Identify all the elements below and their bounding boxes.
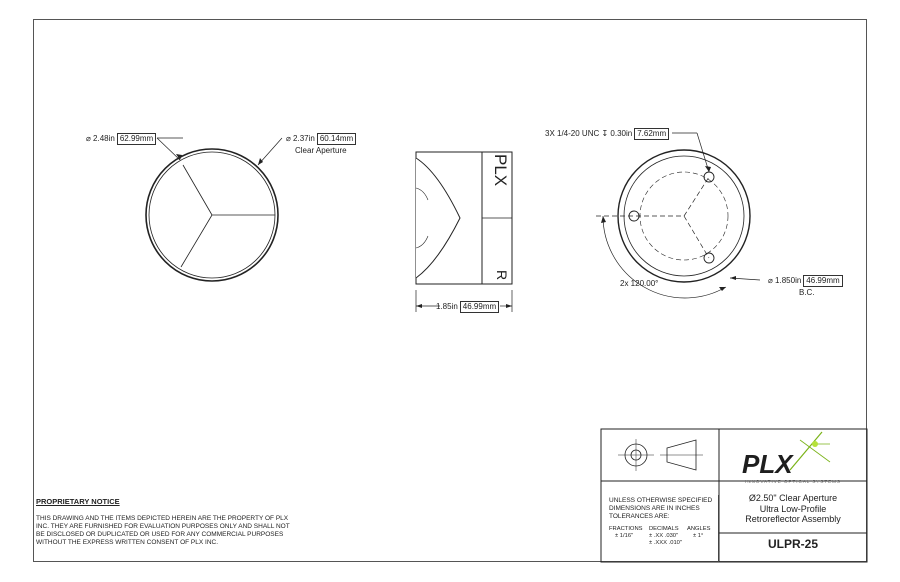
description-line-3: Retroreflector Assembly [745, 514, 841, 524]
decimals-column [649, 526, 682, 547]
aperture-diameter-dim: ⌀ 2.37in 60.14mm [286, 133, 356, 145]
angle-dim: 2x 120.00° [620, 279, 659, 288]
proprietary-notice-title: PROPRIETARY NOTICE [36, 497, 120, 506]
logo-text: PLX [742, 449, 793, 479]
part-description [719, 493, 867, 525]
fractions-value: ± 1/16" [615, 533, 634, 539]
description-line-2: Ultra Low-Profile [759, 503, 827, 514]
bolt-circle-label: B.C. [799, 288, 815, 297]
thread-spec: 3X 1/4-20 UNC [545, 129, 600, 138]
thread-depth-metric: 7.62mm [634, 128, 669, 140]
proprietary-notice-body: THIS DRAWING AND THE ITEMS DEPICTED HEREIN ARE THE PROPERTY OF PLX INC. THEY ARE FURNISHED FOR EVALUATION PURPOSES ONLY AND SHALL NOT BE DISCLOSED OR DUPLICATED OR USED FOR ANY COMMERCIAL PURPOSES WITHOUT THE EXPRESS WRITTEN CONSENT OF PLX INC. [36, 515, 290, 546]
title-block [601, 429, 867, 562]
logo-tagline: INNOVATIVE OPTICAL SYSTEMS [745, 479, 841, 484]
angles-label: ANGLES [687, 526, 711, 532]
bolt-circle-value: 1.850in [775, 276, 802, 285]
length-dim [436, 301, 499, 313]
length-metric: 46.99mm [460, 301, 499, 313]
bolt-circle-metric: 46.99mm [803, 275, 842, 287]
depth-icon: ↧ [601, 129, 609, 138]
decimals-xxx: ± .XXX .010" [649, 540, 682, 546]
outer-diameter-value: 2.48in [93, 134, 115, 143]
aperture-diameter-metric: 60.14mm [317, 133, 356, 145]
angles-column [687, 526, 711, 540]
part-number: ULPR-25 [767, 537, 818, 551]
tolerance-block [601, 495, 719, 562]
thread-callout [545, 128, 669, 140]
outer-diameter-dim: ⌀ 2.48in 62.99mm [86, 133, 156, 145]
side-engraving-plx: PLX [491, 154, 510, 187]
description-line-1: Ø2.50" Clear Aperture [748, 493, 838, 503]
thread-depth-value: 0.30in [610, 129, 633, 138]
fractions-label: FRACTIONS [609, 526, 643, 532]
clear-aperture-label: Clear Aperture [295, 146, 347, 155]
outer-diameter-metric: 62.99mm [117, 133, 156, 145]
rear-view [596, 133, 760, 298]
decimals-xx: ± .XX .030" [649, 533, 679, 539]
tolerance-heading: UNLESS OTHERWISE SPECIFIED DIMENSIONS ARE IN INCHES TOLERANCES ARE: [609, 497, 713, 520]
side-engraving-r: R [494, 270, 510, 281]
angles-value: ± 1° [693, 533, 704, 539]
length-value: 1.85in [436, 302, 458, 311]
aperture-diameter-value: 2.37in [293, 134, 315, 143]
fractions-column [609, 526, 643, 540]
front-view [146, 138, 282, 281]
bolt-circle-dim: ⌀ 1.850in 46.99mm [768, 275, 843, 287]
decimals-label: DECIMALS [649, 526, 679, 532]
